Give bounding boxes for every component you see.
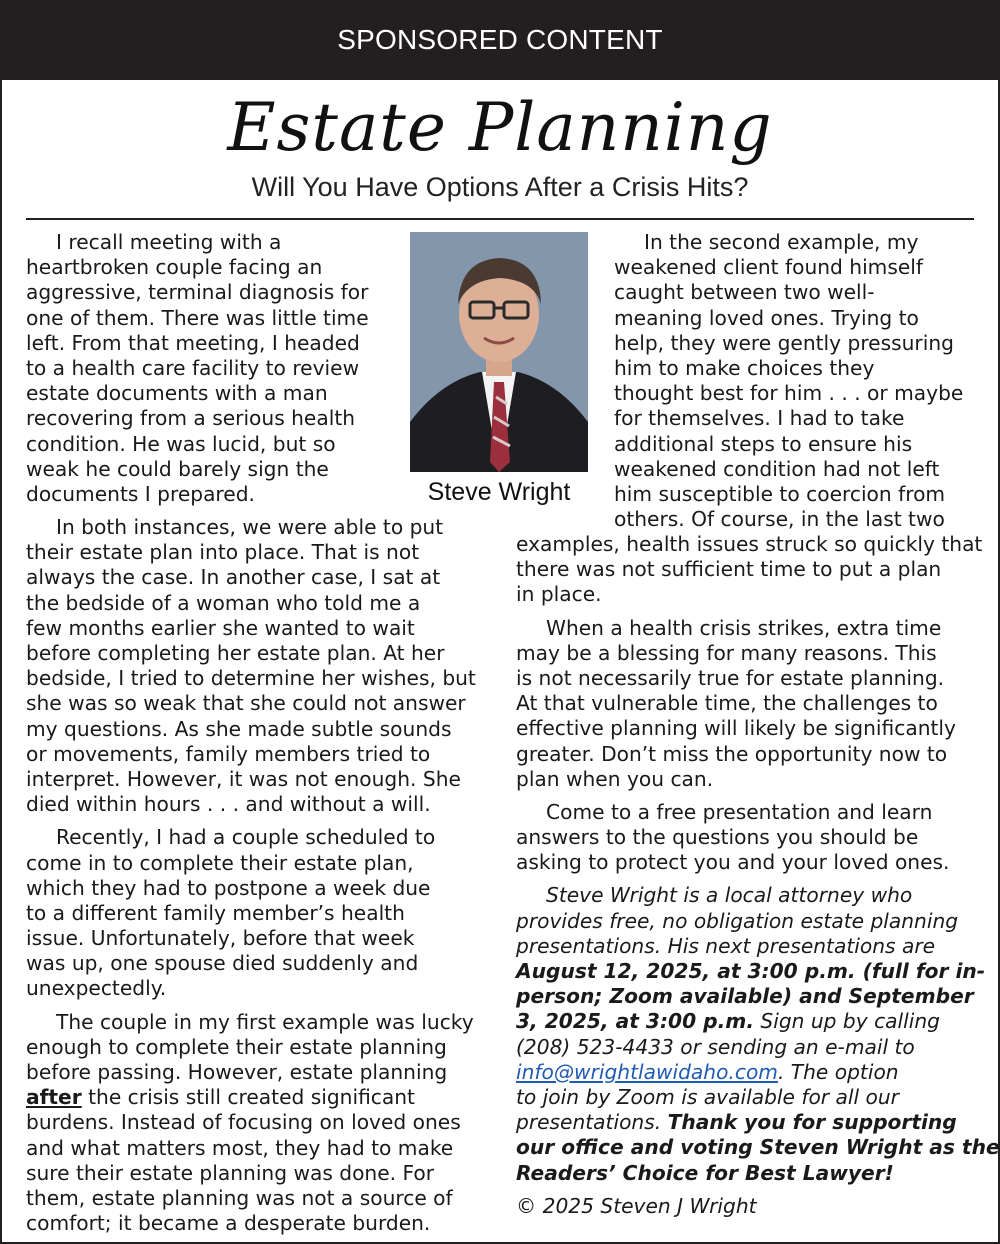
text-line <box>516 959 986 984</box>
text-line <box>516 1060 976 1085</box>
text-line: (208) 523-4433 or sending an e-mail to <box>516 1034 915 1059</box>
text-line: In both instances, we were able to put <box>56 515 444 540</box>
right-column-top <box>614 230 974 532</box>
text-line: she was so weak that she could not answer <box>26 691 466 716</box>
text-line: I recall meeting with a <box>56 230 282 254</box>
text-line: him to make choices they <box>614 355 875 380</box>
text-line: come in to complete their estate plan, <box>26 850 414 875</box>
text-line: our office and voting Steven Wright as the <box>516 1135 1000 1160</box>
text-line: heartbroken couple facing an <box>26 255 323 280</box>
banner-label: SPONSORED CONTENT <box>337 24 663 55</box>
text-line: comfort; it became a desperate burden. <box>26 1211 431 1236</box>
text-line: estate documents with a man <box>26 381 328 406</box>
right-column-main <box>516 532 1000 1219</box>
text-line: was up, one spouse died suddenly and <box>26 951 419 976</box>
text-line: to join by Zoom is available for all our <box>516 1084 899 1109</box>
text-line: others. Of course, in the last two <box>614 507 945 532</box>
text-line: presentations. His next presentations are <box>516 933 936 958</box>
text-span: Sign up by calling <box>754 1009 940 1034</box>
text-line: the bedside of a woman who told me a <box>26 590 421 615</box>
text-line: few months earlier she wanted to wait <box>26 615 415 640</box>
text-span: person; Zoom available <box>516 984 783 1009</box>
text-line: meaning loved ones. Trying to <box>614 305 919 330</box>
emphasis-after: after <box>26 1085 82 1110</box>
text-line: weakened condition had not left <box>614 456 940 481</box>
text-span: the crisis still created significant <box>81 1085 415 1110</box>
text-line: recovering from a serious health <box>26 406 356 431</box>
text-line: The couple in my first example was lucky <box>56 1009 474 1034</box>
text-line: weakened client found himself <box>614 255 924 280</box>
page-subtitle: Will You Have Options After a Crisis Hits? <box>251 172 749 202</box>
sponsored-banner <box>0 0 1000 80</box>
text-line: Recently, I had a couple scheduled to <box>56 825 436 850</box>
text-line: issue. Unfortunately, before that week <box>26 926 415 951</box>
text-line <box>516 1009 976 1034</box>
left-column <box>26 230 486 1236</box>
text-line: one of them. There was little time <box>26 305 369 330</box>
text-line: effective planning will likely be significantly <box>516 716 956 741</box>
text-line: thought best for him . . . or maybe <box>614 381 964 406</box>
text-span: . The option <box>777 1059 899 1084</box>
photo-caption: Steve Wright <box>427 478 571 506</box>
text-line: sure their estate planning was done. For <box>26 1160 435 1185</box>
text-line: When a health crisis strikes, extra time <box>546 615 942 640</box>
text-line: asking to protect you and your loved ones. <box>516 850 950 875</box>
text-line <box>516 1110 976 1135</box>
text-line: At that vulnerable time, the challenges to <box>516 691 938 716</box>
text-line: answers to the questions you should be <box>516 825 919 850</box>
text-line: Readers’ Choice for Best Lawyer! <box>516 1160 894 1185</box>
text-line: Come to a free presentation and learn <box>546 799 933 824</box>
text-span: , at 3:00 p.m. (full for in- <box>702 959 986 983</box>
text-line: may be a blessing for many reasons. This <box>516 640 937 665</box>
text-line-emphasis <box>26 1085 486 1110</box>
text-line: enough to complete their estate planning <box>26 1034 447 1059</box>
text-line: before completing her estate plan. At her <box>26 641 445 665</box>
text-line: documents I prepared. <box>26 481 255 506</box>
text-line: left. From that meeting, I headed <box>26 330 360 355</box>
text-line <box>516 984 976 1009</box>
date-september: 3, 2025, at 3:00 p.m. <box>516 1009 754 1034</box>
text-line: before passing. However, estate planning <box>26 1060 448 1084</box>
text-line: them, estate planning was not a source of <box>26 1185 453 1210</box>
text-span: ) and September <box>782 984 974 1009</box>
text-line: died within hours . . . and without a will. <box>26 792 431 817</box>
text-line: weak he could barely sign the <box>26 456 329 481</box>
text-span: presentations. <box>516 1110 668 1135</box>
text-line: for themselves. I had to take <box>614 406 905 431</box>
text-line: examples, health issues struck so quickly that <box>516 532 983 556</box>
title-divider <box>26 218 974 220</box>
text-line: caught between two well- <box>614 280 875 305</box>
text-line: Steve Wright is a local attorney who <box>546 883 913 908</box>
text-line: aggressive, terminal diagnosis for <box>26 280 369 305</box>
text-line: or movements, family members tried to <box>26 741 431 766</box>
text-line: bedside, I tried to determine her wishes, but <box>26 666 476 691</box>
text-line: my questions. As she made subtle sounds <box>26 716 452 741</box>
text-line: provides free, no obligation estate planning <box>516 908 959 933</box>
text-line: in place. <box>516 582 602 607</box>
text-line: there was not sufficient time to put a plan <box>516 557 942 582</box>
email-link[interactable]: info@wrightlawidaho.com <box>516 1059 778 1084</box>
date-august: August 12, 2025 <box>516 959 703 983</box>
text-span: Thank you for supporting <box>667 1110 957 1135</box>
text-line: interpret. However, it was not enough. She <box>26 766 461 791</box>
text-line: to a health care facility to review <box>26 355 360 380</box>
text-line: In the second example, my <box>644 230 919 254</box>
text-line: him susceptible to coercion from <box>614 481 946 506</box>
text-line: plan when you can. <box>516 766 714 791</box>
text-line: is not necessarily true for estate planning. <box>516 665 945 690</box>
text-line: greater. Don’t miss the opportunity now to <box>516 741 948 766</box>
text-line: always the case. In another case, I sat at <box>26 565 441 590</box>
page-title: Estate Planning <box>227 89 773 166</box>
text-line: to a different family member’s health <box>26 900 405 925</box>
text-line: burdens. Instead of focusing on loved ones <box>26 1110 461 1135</box>
text-line: unexpectedly. <box>26 976 167 1001</box>
copyright: © 2025 Steven J Wright <box>516 1193 757 1218</box>
text-line: and what matters most, they had to make <box>26 1135 454 1160</box>
text-line: which they had to postpone a week due <box>26 875 431 900</box>
text-line: additional steps to ensure his <box>614 431 913 456</box>
text-line: condition. He was lucid, but so <box>26 431 336 456</box>
text-line: help, they were gently pressuring <box>614 330 954 355</box>
text-line: their estate plan into place. That is not <box>26 540 420 565</box>
